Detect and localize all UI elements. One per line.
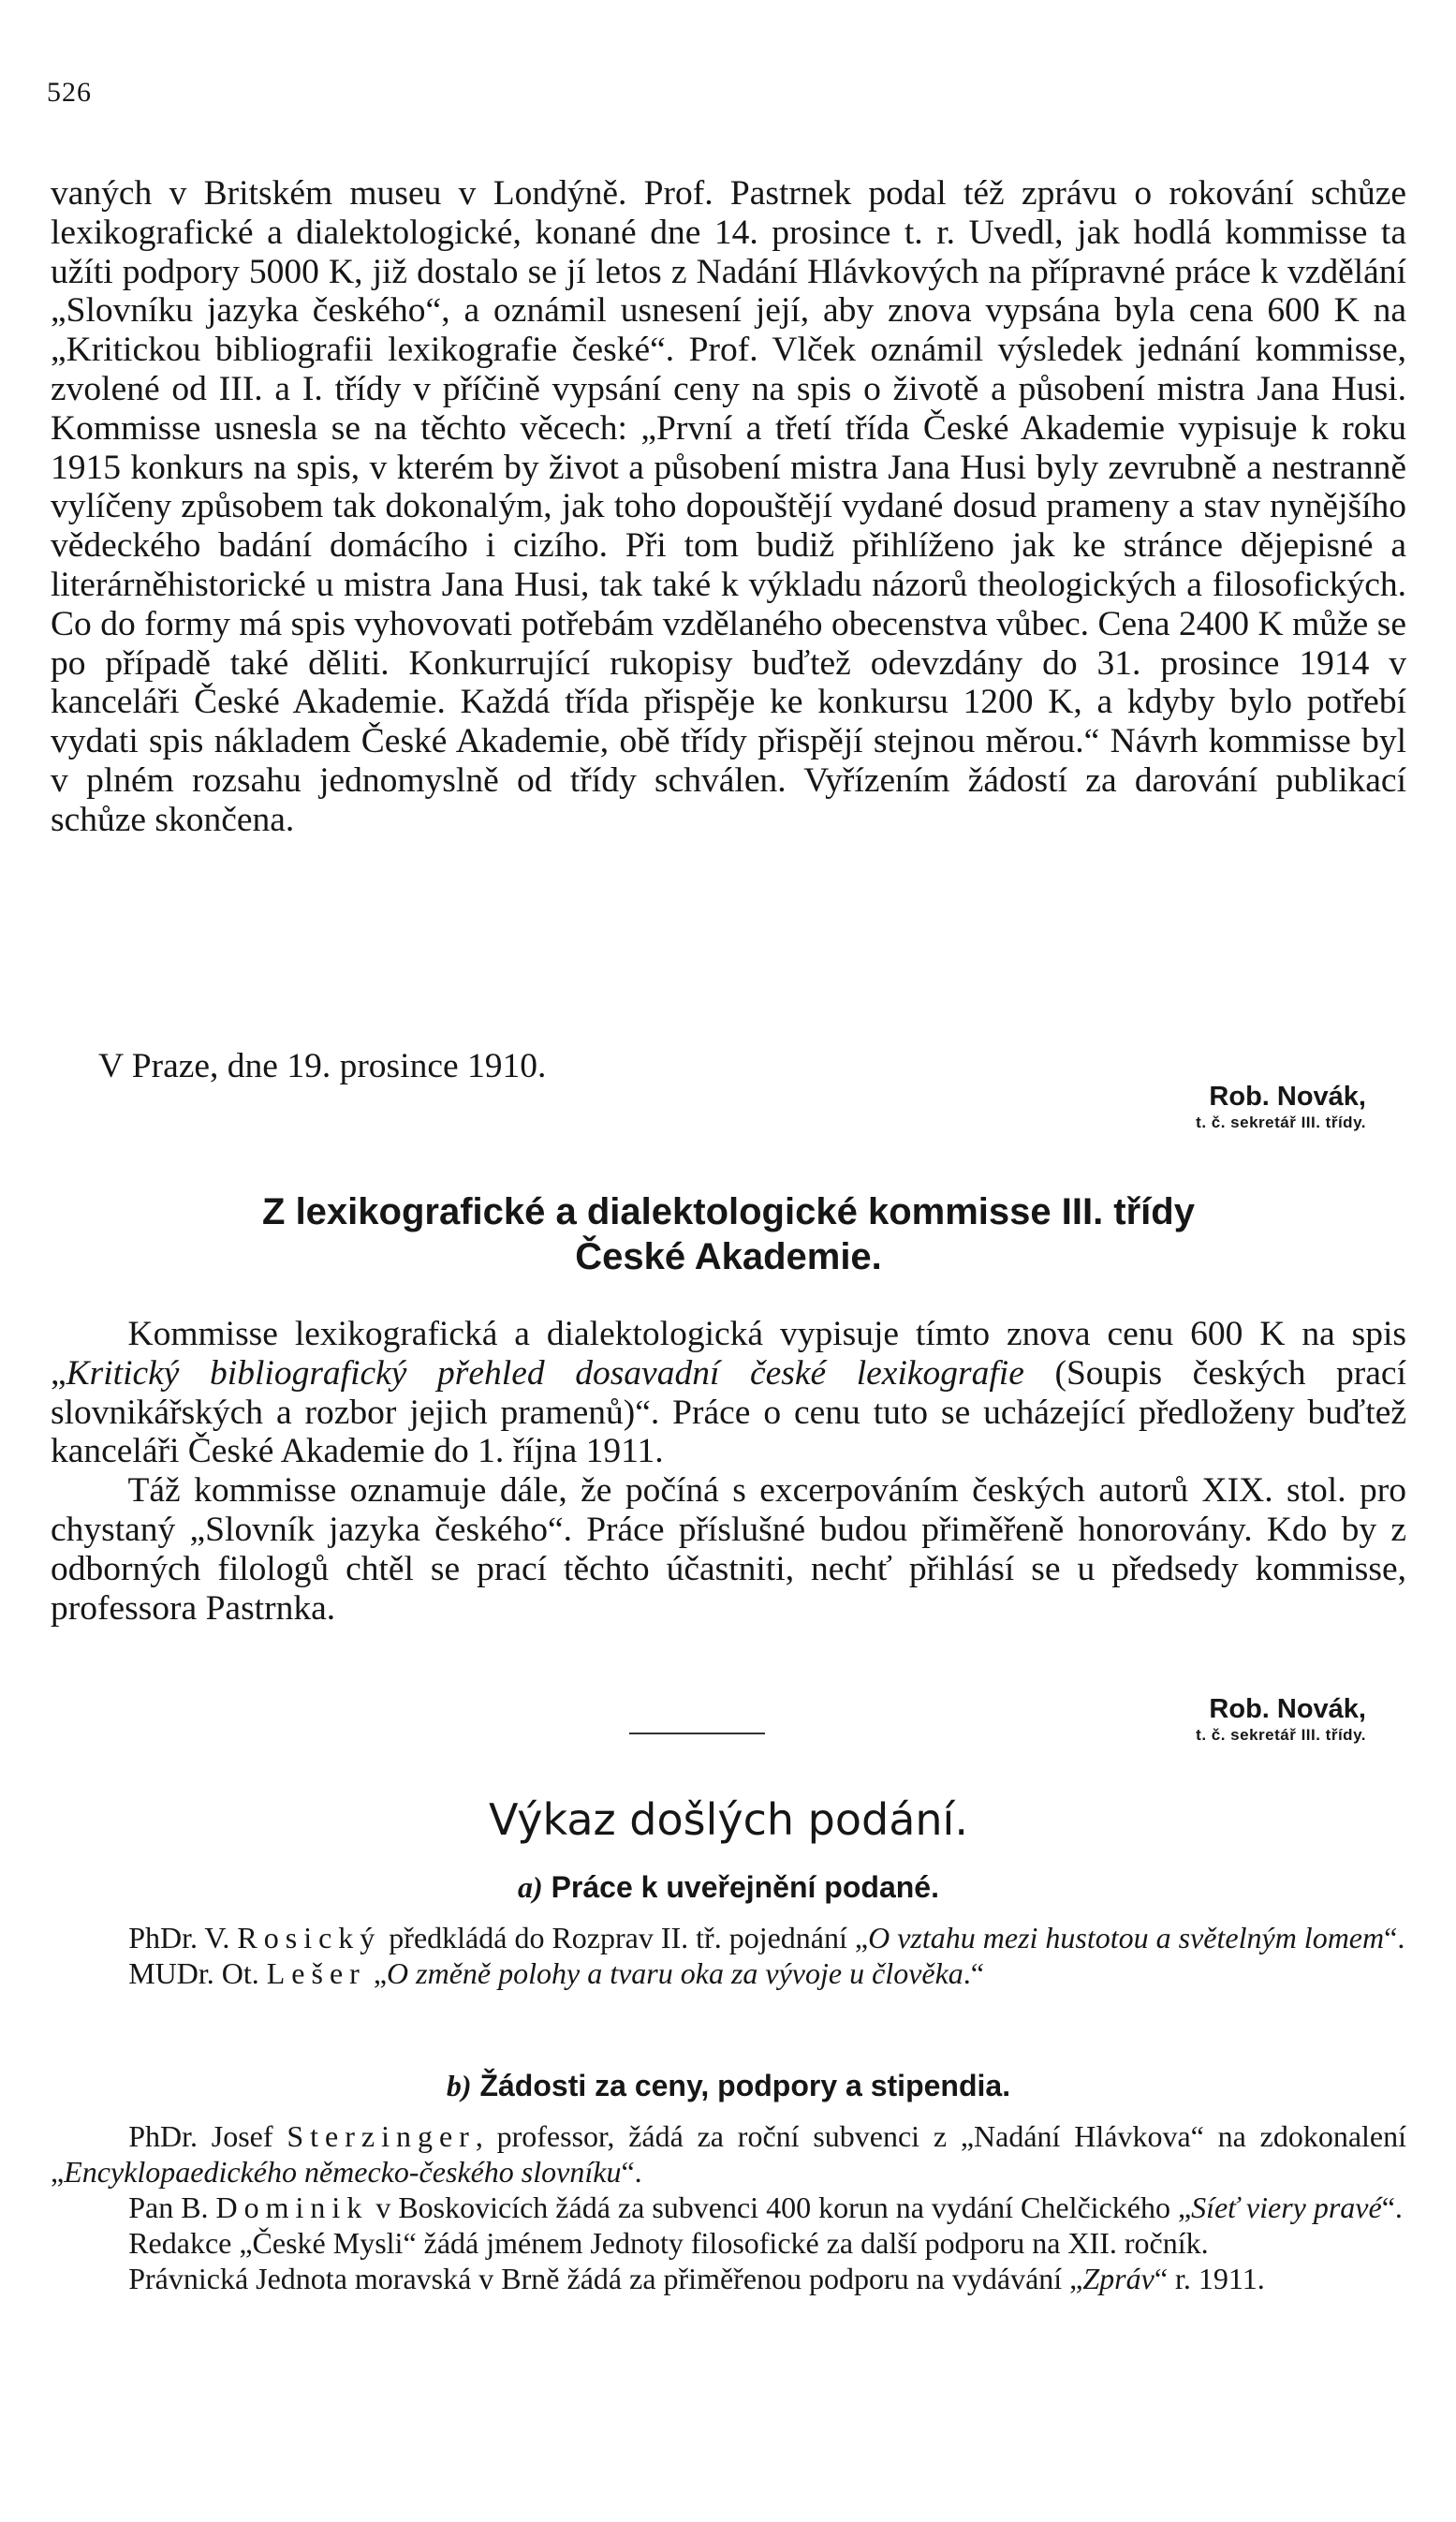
signature-name: Rob. Novák, [1209, 1694, 1366, 1724]
signature-block-1 [1196, 1081, 1366, 1133]
section-a-title: Práce k uveřejnění podané. [551, 1870, 939, 1904]
entry-name: Rosický [237, 1921, 382, 1954]
list-item [51, 2190, 1406, 2225]
signature-block-2 [1196, 1693, 1366, 1746]
entry-title: O změně polohy a tvaru oka za vývoje u člověka [387, 1956, 963, 1990]
entry-text: v Boskovicích žádá za subvenci 400 korun na vydání Chelčického „ [368, 2190, 1192, 2224]
entry-title: O vztahu mezi hustotou a světelným lomem [868, 1921, 1385, 1954]
section-b-heading [51, 2067, 1406, 2104]
p1-text-before: Kommisse lexikografická a dialektologická vypisuje tímto znova cenu 600 K na spis „ [51, 1315, 1406, 1393]
minutes-paragraph: vaných v Britském museu v Londýně. Prof. Pastrnek podal též zprávu o rokování schůze lexikografické a dialektologické, konané dne 14. prosince t. r. Uvedl, jak hodlá kommisse ta užíti podpory 5000 K, již dostalo se jí letos z Nadání Hlávkových na přípravné práce k vzdělání „Slovníku jazyka českého“, a oznámil usnesení její, aby znova vypsána byla cena 600 K na „Kritickou bibliografii lexikografie české“. Prof. Vlček oznámil výsledek jednání kommisse, zvolené od III. a I. třídy v příčině vypsání ceny na spis o životě a působení mistra Jana Husi. Kommisse usnesla se na těchto věcech: „První a třetí třída České Akademie vypisuje k roku 1915 konkurs na spis, v kterém by život a působení mistra Jana Husi byly zevrubně a nestranně vylíčeny způsobem tak dokonalým, jak toho dopouštějí vydané dosud prameny a stav nynějšího vědeckého badání domácího i cizího. Při tom budiž přihlíženo jak ke stránce dějepisné a literárněhistorické u mistra Jana Husi, tak také k výkladu názorů theologických a filosofických. Co do formy má spis vyhovovati potřebám vzdělaného obecenstva vůbec. Cena 2400 K může se po případě také děliti. Konkurrující rukopisy buďtež odevzdány do 31. prosince 1914 v kanceláři České Akademie. Každá třída přispěje ke konkursu 1200 K, a kdyby bylo potřebí vydati spis nákladem České Akademie, obě třídy přispějí stejnou měrou.“ Návrh kommisse byl v plném rozsahu jednomyslně od třídy schválen. Vyřízením žádostí za darování publikací schůze skončena. [51, 174, 1406, 839]
signature-role: t. č. sekretář III. třídy. [1196, 1726, 1366, 1744]
entry-suffix: .“ [963, 1956, 984, 1990]
p1-text-after: (Soupis českých prací slovnikářských a rozbor jejich pramenů)“. Práce o cenu tuto se ucházející předloženy buďtež kanceláři České Akademie do 1. října 1911. [51, 1353, 1406, 1471]
commission-heading-line1: Z lexikografické a dialektologické kommisse III. třídy [262, 1191, 1195, 1232]
entry-name: Dominik [215, 2190, 369, 2224]
commission-heading [51, 1189, 1406, 1279]
separator-line [629, 1733, 765, 1734]
entry-suffix: “. [1381, 2190, 1403, 2224]
entry-name: Sterzinger [287, 2119, 476, 2153]
list-item [51, 1920, 1406, 1955]
p1-italic-title: Kritický bibliografický přehled dosavadní české lexikografie [66, 1353, 1024, 1393]
list-item [51, 2118, 1406, 2190]
entry-prefix: PhDr. Josef [128, 2119, 287, 2153]
section-a-list [51, 1920, 1406, 1991]
list-item [51, 2225, 1406, 2261]
page-number: 526 [47, 77, 92, 108]
entry-title: Encyklopaedického německo-českého slovníku [64, 2155, 622, 2189]
entry-prefix: MUDr. Ot. [128, 1956, 267, 1990]
list-item [51, 2261, 1406, 2296]
entry-text: , professor, žádá za roční subvenci z „Nadání Hlávkova“ na zdokonalení „ [51, 2119, 1407, 2189]
entry-title: Zpráv [1082, 2262, 1155, 2295]
entry-text: Redakce „České Mysli“ žádá jménem Jednoty filosofické za další podporu na XII. ročník. [128, 2226, 1209, 2260]
entry-name: Lešer [266, 1956, 366, 1990]
section-b-list [51, 2118, 1406, 2296]
commission-heading-line2: České Akademie. [575, 1236, 882, 1277]
commission-notice [51, 1315, 1406, 1628]
commission-paragraph-2: Táž kommisse oznamuje dále, že počíná s excerpováním českých autorů XIX. stol. pro chystaný „Slovník jazyka českého“. Práce příslušné budou přiměřeně honorovány. Kdo by z odborných filologů chtěl se prací těchto účastniti, nechť přihlásí se u předsedy kommisse, professora Pastrnka. [51, 1471, 1406, 1628]
entry-suffix: “ r. 1911. [1154, 2262, 1265, 2295]
entry-suffix: “. [1384, 1921, 1405, 1954]
entry-prefix: Pan B. [128, 2190, 216, 2224]
commission-paragraph-1 [51, 1315, 1406, 1471]
section-a-heading [51, 1868, 1406, 1906]
section-a-label: a) [518, 1870, 543, 1904]
entry-prefix: PhDr. V. [128, 1921, 238, 1954]
report-title: Výkaz došlých podání. [489, 1794, 968, 1845]
entry-text: předkládá do Rozprav II. tř. pojednání „ [381, 1921, 869, 1954]
place-date: V Praze, dne 19. prosince 1910. [98, 1047, 547, 1085]
entry-text: „ [365, 1956, 388, 1990]
section-b-label: b) [446, 2069, 472, 2102]
entry-title: Síeť viery pravé [1191, 2190, 1382, 2224]
list-item [51, 1955, 1406, 1991]
entry-text: Právnická Jednota moravská v Brně žádá za přiměřenou podporu na vydávání „ [128, 2262, 1083, 2295]
section-b-title: Žádosti za ceny, podpory a stipendia. [479, 2069, 1011, 2102]
signature-role: t. č. sekretář III. třídy. [1196, 1114, 1366, 1131]
signature-name: Rob. Novák, [1209, 1082, 1366, 1112]
entry-suffix: “. [621, 2155, 642, 2189]
